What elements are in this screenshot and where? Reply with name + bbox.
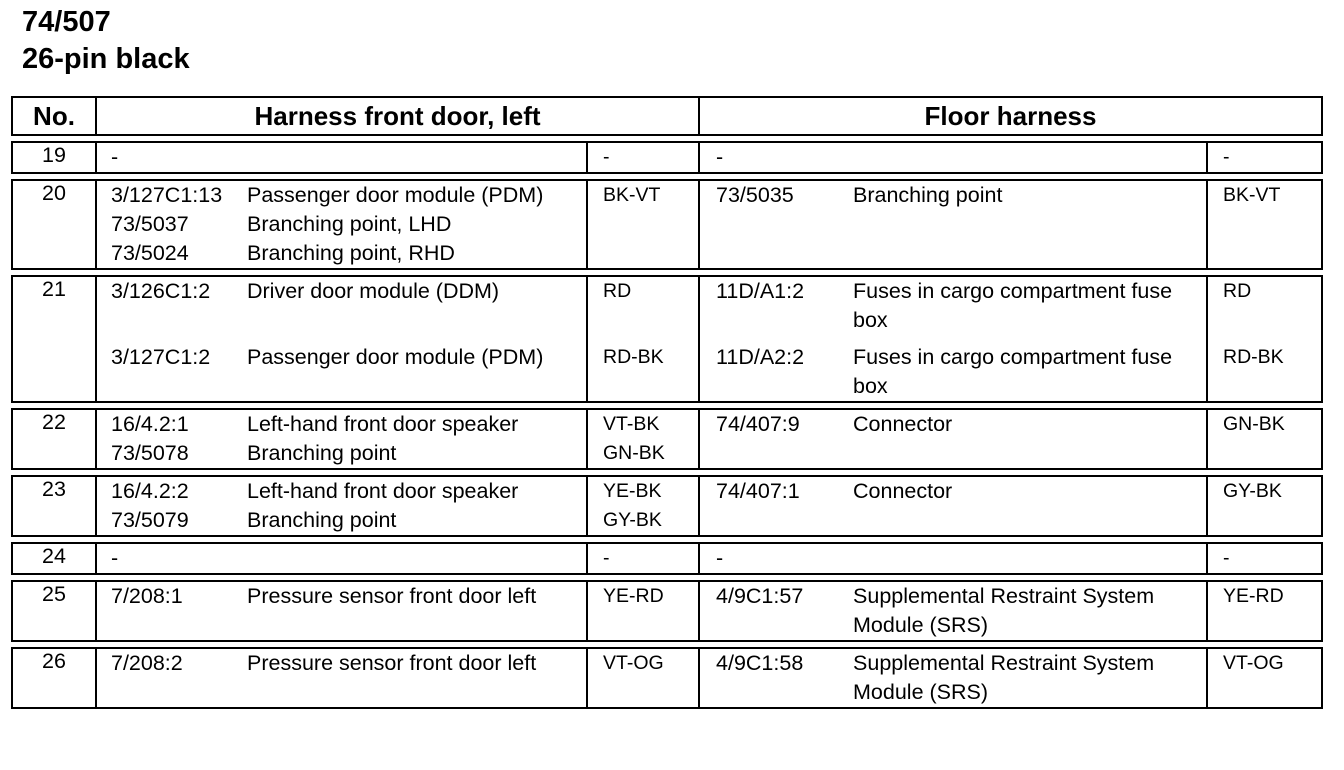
- left-component-entry: [97, 439, 586, 468]
- table-row: [12, 476, 1322, 536]
- connector-heading: [22, 4, 190, 78]
- component-code: 74/407:1: [716, 479, 800, 503]
- left-wire-color-cell: [587, 409, 699, 469]
- left-wire-color-cell: [587, 180, 699, 269]
- right-wire-color-cell: [1207, 476, 1322, 536]
- table-row: [12, 648, 1322, 708]
- component-description: Passenger door module (PDM): [247, 345, 544, 369]
- wire-color: RD: [1223, 280, 1252, 302]
- right-component-cell: [699, 543, 1207, 574]
- component-code: 7/208:1: [111, 584, 183, 608]
- wire-color: [603, 210, 698, 239]
- left-wire-color-cell: [587, 476, 699, 536]
- row-gap: [12, 402, 1322, 409]
- table-header-row: [12, 97, 1322, 135]
- table-row: [12, 276, 1322, 402]
- component-description: Connector: [853, 412, 953, 436]
- row-gap: [12, 469, 1322, 476]
- wire-color: BK-VT: [1223, 184, 1281, 206]
- row-gap: [12, 269, 1322, 276]
- wire-color: YE-BK: [603, 480, 662, 502]
- table-row: [12, 180, 1322, 269]
- wire-color: VT-OG: [1223, 652, 1284, 674]
- left-component-entry: [97, 239, 586, 268]
- row-gap: [12, 173, 1322, 180]
- component-code: 74/407:9: [716, 412, 800, 436]
- right-wire-color-cell: [1207, 581, 1322, 641]
- connector-description: 26-pin black: [22, 43, 190, 75]
- row-gap: [12, 536, 1322, 543]
- component-code: 11D/A1:2: [716, 279, 805, 303]
- left-component-entry: [97, 343, 586, 401]
- left-component-entry: [97, 410, 586, 439]
- wire-color: YE-RD: [1223, 585, 1284, 607]
- header-left-harness: Harness front door, left: [96, 97, 699, 135]
- component-code: -: [111, 145, 119, 169]
- right-wire-color-cell: [1207, 276, 1322, 402]
- right-component-cell: [699, 180, 1207, 269]
- row-gap-cell: [12, 402, 1322, 409]
- wire-color: RD-BK: [1223, 346, 1284, 368]
- component-code: 4/9C1:57: [716, 584, 804, 608]
- left-component-cell: [96, 648, 587, 708]
- row-gap-cell: [12, 641, 1322, 648]
- right-wire-color-cell: [1207, 648, 1322, 708]
- left-component-cell: [96, 581, 587, 641]
- left-component-entry: [97, 143, 586, 172]
- component-description: Branching point: [247, 441, 397, 465]
- component-description: Branching point, RHD: [247, 241, 455, 265]
- component-code: 73/5079: [111, 508, 189, 532]
- wire-color: GY-BK: [1223, 480, 1282, 502]
- component-code: -: [111, 546, 119, 570]
- left-wire-color-cell: [587, 543, 699, 574]
- wire-color: RD-BK: [603, 346, 664, 368]
- left-component-entry: [97, 210, 586, 239]
- right-component-cell: [699, 142, 1207, 173]
- right-component-entry: [700, 277, 1206, 343]
- component-code: 3/127C1:13: [111, 183, 223, 207]
- left-component-cell: [96, 180, 587, 269]
- pin-number: 21: [12, 276, 96, 402]
- header-right-harness: Floor harness: [699, 97, 1322, 135]
- component-description: Supplemental Restraint System Module (SRS): [853, 584, 1155, 637]
- wire-color: VT-OG: [603, 652, 664, 674]
- left-component-entry: [97, 277, 586, 343]
- row-gap: [12, 574, 1322, 581]
- right-component-entry: [700, 143, 1206, 172]
- component-code: -: [716, 546, 724, 570]
- component-description: Branching point: [853, 183, 1003, 207]
- left-component-cell: [96, 543, 587, 574]
- wire-color: RD: [603, 280, 632, 302]
- pin-number: 19: [12, 142, 96, 173]
- component-description: Pressure sensor front door left: [247, 584, 537, 608]
- component-code: 11D/A2:2: [716, 345, 805, 369]
- pin-number: 26: [12, 648, 96, 708]
- pin-number: 24: [12, 543, 96, 574]
- component-description: Connector: [853, 479, 953, 503]
- right-component-cell: [699, 276, 1207, 402]
- pin-number: 25: [12, 581, 96, 641]
- component-description: Passenger door module (PDM): [247, 183, 544, 207]
- component-description: Fuses in cargo compartment fuse box: [853, 279, 1173, 332]
- right-component-entry: [700, 410, 1206, 439]
- left-component-entry: [97, 181, 586, 210]
- pin-number: 23: [12, 476, 96, 536]
- row-gap-cell: [12, 135, 1322, 142]
- table-row: [12, 581, 1322, 641]
- component-code: 7/208:2: [111, 651, 183, 675]
- wire-color: VT-BK: [603, 413, 660, 435]
- pin-number: 22: [12, 409, 96, 469]
- left-wire-color-cell: [587, 581, 699, 641]
- right-component-cell: [699, 648, 1207, 708]
- component-code: -: [716, 145, 724, 169]
- component-description: Pressure sensor front door left: [247, 651, 537, 675]
- left-component-entry: [97, 477, 586, 506]
- component-description: Left-hand front door speaker: [247, 412, 519, 436]
- right-component-entry: [700, 582, 1206, 640]
- right-wire-color-cell: [1207, 142, 1322, 173]
- connector-id: 74/507: [22, 6, 111, 38]
- wire-color: YE-RD: [603, 585, 664, 607]
- component-code: 3/127C1:2: [111, 345, 211, 369]
- left-component-entry: [97, 582, 586, 611]
- right-component-entry: [700, 544, 1206, 573]
- component-description: Branching point: [247, 508, 397, 532]
- table-row: [12, 543, 1322, 574]
- component-code: 3/126C1:2: [111, 279, 211, 303]
- component-description: Branching point, LHD: [247, 212, 452, 236]
- wire-color: [603, 239, 698, 268]
- component-description: Supplemental Restraint System Module (SRS): [853, 651, 1155, 704]
- right-component-cell: [699, 476, 1207, 536]
- row-gap-cell: [12, 469, 1322, 476]
- wire-color: GN-BK: [603, 442, 665, 464]
- component-code: 73/5037: [111, 212, 189, 236]
- row-gap-cell: [12, 536, 1322, 543]
- right-component-cell: [699, 581, 1207, 641]
- left-component-entry: [97, 649, 586, 678]
- wire-color: -: [1223, 547, 1230, 569]
- header-no: No.: [12, 97, 96, 135]
- row-gap-cell: [12, 269, 1322, 276]
- component-description: Fuses in cargo compartment fuse box: [853, 345, 1173, 398]
- right-component-entry: [700, 181, 1206, 210]
- component-code: 73/5024: [111, 241, 189, 265]
- right-wire-color-cell: [1207, 409, 1322, 469]
- left-component-entry: [97, 506, 586, 535]
- row-gap: [12, 641, 1322, 648]
- right-component-entry: [700, 343, 1206, 401]
- left-component-cell: [96, 476, 587, 536]
- wire-color: -: [603, 146, 610, 168]
- component-code: 16/4.2:1: [111, 412, 189, 436]
- wire-color: GN-BK: [1223, 413, 1285, 435]
- left-component-cell: [96, 142, 587, 173]
- component-description: Driver door module (DDM): [247, 279, 500, 303]
- row-gap-cell: [12, 574, 1322, 581]
- left-component-entry: [97, 544, 586, 573]
- wire-color: GY-BK: [603, 509, 662, 531]
- wire-color: BK-VT: [603, 184, 661, 206]
- table-row: [12, 409, 1322, 469]
- wire-color: -: [1223, 146, 1230, 168]
- right-component-entry: [700, 477, 1206, 506]
- component-code: 4/9C1:58: [716, 651, 804, 675]
- component-description: Left-hand front door speaker: [247, 479, 519, 503]
- left-wire-color-cell: [587, 648, 699, 708]
- pin-number: 20: [12, 180, 96, 269]
- component-code: 73/5078: [111, 441, 189, 465]
- right-wire-color-cell: [1207, 180, 1322, 269]
- left-wire-color-cell: [587, 276, 699, 402]
- component-code: 16/4.2:2: [111, 479, 189, 503]
- component-code: 73/5035: [716, 183, 794, 207]
- table-body: [12, 135, 1322, 708]
- wire-color: -: [603, 547, 610, 569]
- row-gap-cell: [12, 173, 1322, 180]
- right-wire-color-cell: [1207, 543, 1322, 574]
- left-component-cell: [96, 409, 587, 469]
- pin-assignment-table: [11, 96, 1323, 709]
- left-wire-color-cell: [587, 142, 699, 173]
- left-component-cell: [96, 276, 587, 402]
- right-component-entry: [700, 649, 1206, 707]
- row-gap: [12, 135, 1322, 142]
- table-row: [12, 142, 1322, 173]
- right-component-cell: [699, 409, 1207, 469]
